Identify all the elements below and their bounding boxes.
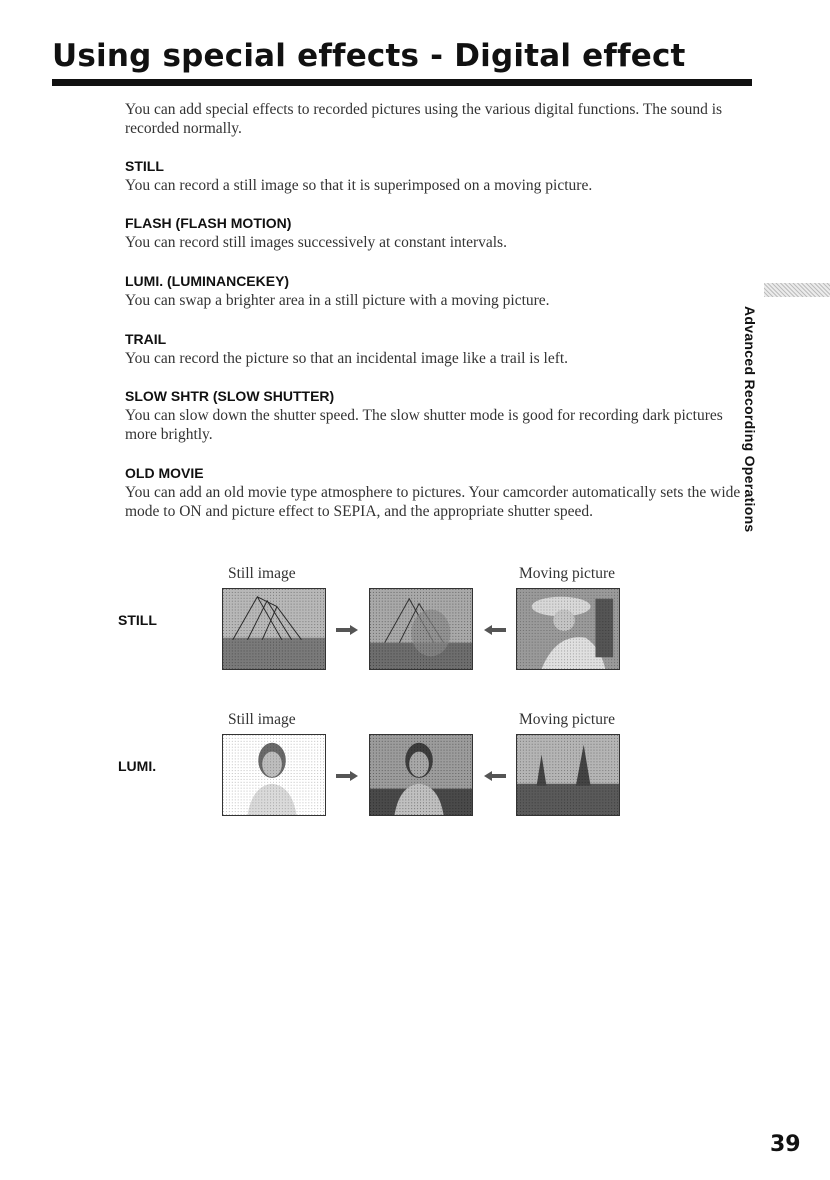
section-heading: STILL [125,158,164,174]
intro-paragraph: You can add special effects to recorded pictures using the various digital functions. The sound is recorded normally. [125,101,723,137]
section-text: You can swap a brighter area in a still picture with a moving picture. [125,292,550,309]
section-text: You can record the picture so that an incidental image like a trail is left. [125,350,569,367]
caption-still-image: Still image [228,565,296,582]
section-text: You can slow down the shutter speed. The slow shutter mode is good for recording dark pictures more brightly. [125,407,723,443]
section-lumi [125,272,750,310]
page-number: 39 [770,1132,801,1157]
section-heading: OLD MOVIE [125,465,204,481]
caption-moving-picture: Moving picture [519,711,615,728]
section-heading: LUMI. (LUMINANCEKEY) [125,273,290,289]
arrow-left-icon [484,771,506,781]
section-heading: TRAIL [125,331,167,347]
section-heading: FLASH (FLASH MOTION) [125,215,292,231]
caption-moving-picture: Moving picture [519,565,615,582]
section-text: You can record a still image so that it is superimposed on a moving picture. [125,177,593,194]
arrow-left-icon [484,625,506,635]
section-still [125,157,750,195]
arrow-right-icon [336,771,358,781]
section-text: You can record still images successively at constant intervals. [125,234,507,251]
section-text: You can add an old movie type atmosphere to pictures. Your camcorder automatically sets the wide mode to ON and picture effect to SEPIA, and the appropriate shutter speed. [125,484,741,520]
arrow-right-icon [336,625,358,635]
side-tab-marker [764,283,830,297]
still-image-thumbnail [222,588,326,670]
section-heading: SLOW SHTR (SLOW SHUTTER) [125,388,335,404]
figure-label-lumi: LUMI. [118,758,157,774]
section-slow-shutter [125,387,750,444]
combined-still-thumbnail [369,588,473,670]
figure-label-still: STILL [118,612,157,628]
caption-still-image: Still image [228,711,296,728]
section-flash [125,214,750,252]
section-trail [125,330,750,368]
page-title: Using special effects - Digital effect [52,38,686,74]
lumi-moving-thumbnail [516,734,620,816]
title-rule [52,79,752,86]
side-tab-label: Advanced Recording Operations [742,306,758,533]
lumi-still-thumbnail [222,734,326,816]
lumi-combined-thumbnail [369,734,473,816]
section-old-movie [125,464,750,521]
moving-picture-thumbnail [516,588,620,670]
